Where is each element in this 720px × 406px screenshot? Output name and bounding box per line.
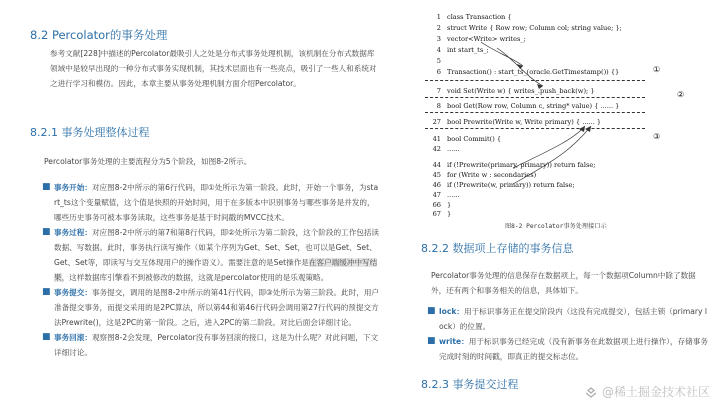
- bullet-dot: ■: [427, 306, 436, 316]
- intro-paragraph: 参考文献[228]中描述的Percolator最吸引人之处是分布式事务处理机制，该机制在分布式数据库领域中是较早出现的一种分布式事务实现机制，其技术层面也有一些亮点，吸引了一些人和系统对之进行学习和模仿。因此，本章主要从事务处理机制方面介绍Percolator。: [50, 49, 377, 88]
- list-item-text: 事务提交，调用的是图8-2中所示的第41行代码，即③处所示为第三阶段。此时，用户准备提交事务，而提交采用的是2PC算法，所以第44和第46行代码会调用第27行代码的预提交方法Prewrite()，这是2PC的第一阶段。之后，进入2PC的第二阶段。对比后面会详细讨论。: [54, 288, 380, 327]
- storage-paragraph: Percolator事务处理的信息保存在数据项上，每一个数据项Column中除了数据外，还有两个和事务相关的信息，具体如下。: [431, 271, 696, 295]
- list-item-keyword: 事务提交：: [54, 288, 92, 297]
- list-item: [40, 285, 380, 330]
- bullet-dot: ■: [42, 332, 51, 342]
- overview-paragraph: Percolator事务处理的主要流程分为5个阶段，如图8-2所示。: [44, 157, 252, 166]
- list-item: [40, 330, 380, 360]
- list-item-text: 用于标识事务正在提交阶段内（这没有完成提交），包括主锁（primary lock）的位置。: [439, 307, 708, 331]
- divider-dashed: [425, 128, 645, 129]
- bullet-dot: ■: [42, 182, 51, 192]
- phase-list: [40, 180, 380, 360]
- juejin-logo-icon: [584, 387, 598, 399]
- list-item-text: 用于标识事务已经完成（没有新事务在此数据项上进行操作），存储事务完成时刻的时间戳，即真正的提交标志位。: [439, 337, 708, 361]
- list-item-keyword: lock：: [439, 307, 464, 316]
- figure-caption: 图8-2 Percolator事务处理接口示: [505, 223, 607, 230]
- list-item: [40, 225, 380, 285]
- list-item: [425, 334, 711, 364]
- watermark-text: @稀土掘金技术社区: [601, 385, 710, 399]
- bullet-dot: ■: [42, 287, 51, 297]
- storage-list: [425, 304, 711, 364]
- list-item-keyword: 事务回滚：: [54, 333, 92, 342]
- list-item: [40, 180, 380, 225]
- list-item-keyword: write：: [439, 337, 469, 346]
- list-item-text: 观察图8-2会发现，Percolator没有事务回滚的接口，这是为什么呢？对此问题，下文详细讨论。: [54, 333, 379, 357]
- marker-1: ①: [653, 65, 661, 74]
- list-item-text-tail: ，这样数据库引擎看不到被修改的数据，这就是percolator使用的是乐观策略。: [61, 273, 329, 282]
- code-figure: 1 class Transaction { 2 struct Write { Row row; Column col; string value; }; 3 vector<Write> writes_; 4 int start_ts_; 5 6 Transaction() : start_ts_(oracle.GetTimestamp()) {} 7 void Set(Write w) { writes_.push_back(w); } 8 bool Get(Row row, Column c, string* value) { ...... } 27 bool Prewrite(Write w, Write primary) { ...... } 41 bool Commit() { 42 ...... 44 if (!Prewrite(primary, primary)) return false; 45 for (Write w : secondaries) 46 if (!Prewrite(w, primary)) return false; 47 ...... 66 } ① ② ③: [425, 8, 715, 208]
- bullet-dot: ■: [42, 227, 51, 237]
- section-heading-8-2: 8.2 Percolator的事务处理: [30, 28, 168, 42]
- divider-dashed: [425, 112, 645, 113]
- highlighted-text: 在客户端缓冲中写结果: [54, 258, 378, 282]
- section-heading-8-2-3: 8.2.3 事务提交过程: [421, 378, 519, 391]
- marker-3: ③: [653, 132, 661, 141]
- section-heading-8-2-1: 8.2.1 事务处理整体过程: [30, 126, 150, 139]
- section-heading-8-2-2: 8.2.2 数据项上存储的事务信息: [421, 242, 574, 255]
- list-item-keyword: 事务开始：: [54, 183, 92, 192]
- list-item-keyword: 事务过程：: [54, 228, 92, 237]
- divider-dashed: [425, 97, 645, 98]
- marker-2: ②: [677, 90, 685, 99]
- list-item: [425, 304, 711, 334]
- list-item-text: 对应图8-2中所示的第7和第8行代码，即②处所示为第二阶段，这个阶段的工作包括读数据、写数据。此时，事务执行读写操作（如某个序列为Get、Set、Set，也可以是Get、Set、Get、Set等，即读写与交互体现用户的操作语义）。需要注意的是Set操作是: [54, 228, 380, 267]
- bullet-dot: ■: [427, 336, 436, 346]
- divider-dashed: [425, 80, 645, 81]
- list-item-text: 对应图8-2中所示的第6行代码，即①处所示为第一阶段。此时，开始一个事务，为start_ts这个变量赋值，这个值是快照的开始时间，用于在多版本中识别事务与哪些事务是并发的，哪些历史事务可被本事务读取，这些事务是基于时间戳的MVCC技术。: [54, 183, 379, 222]
- watermark: [584, 383, 710, 400]
